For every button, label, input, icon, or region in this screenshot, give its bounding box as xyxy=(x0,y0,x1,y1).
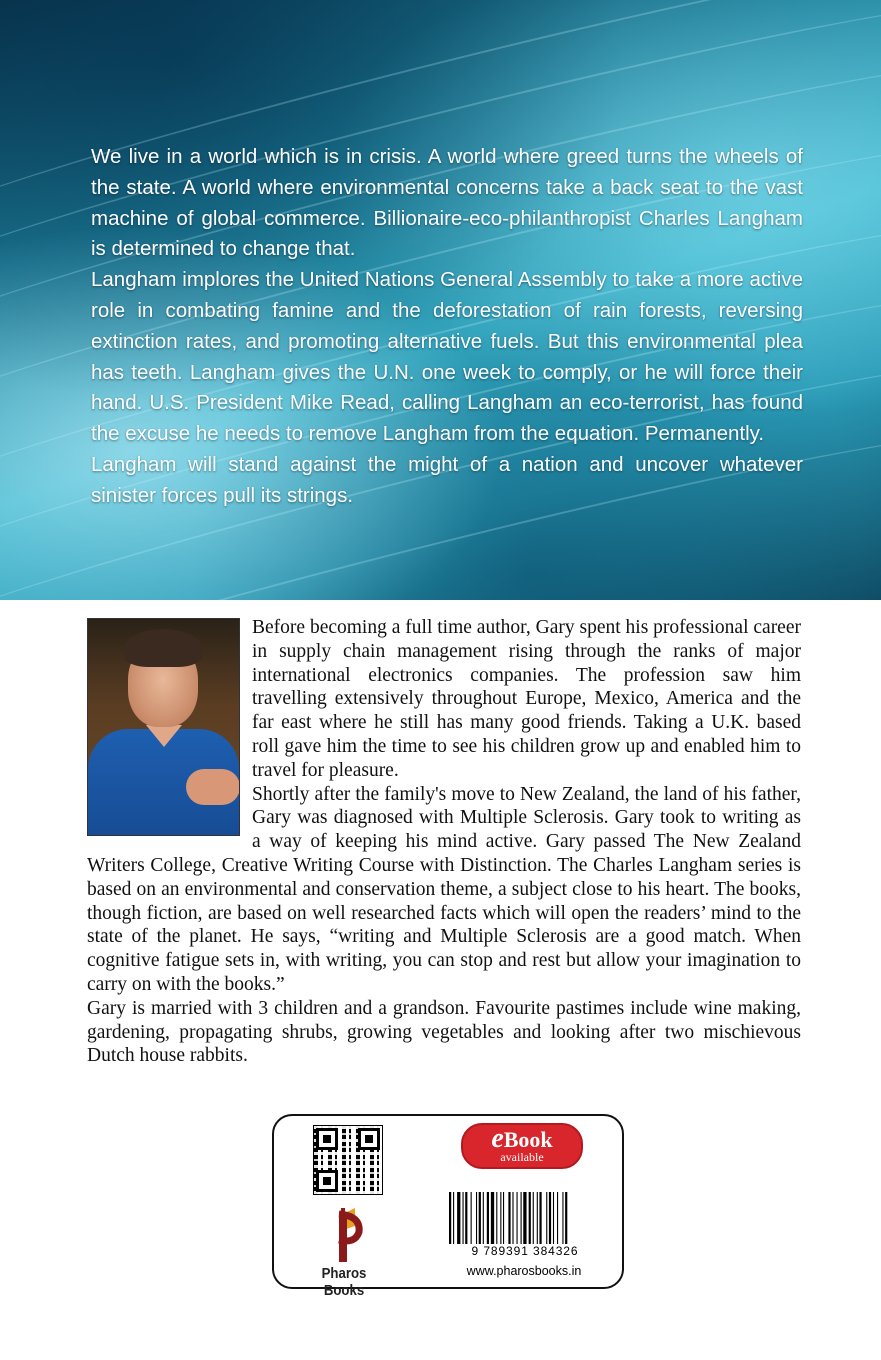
barcode-icon xyxy=(448,1192,606,1252)
lighthouse-logo-icon xyxy=(321,1206,371,1266)
author-photo xyxy=(87,618,240,836)
isbn-digits: 9 789391 384326 xyxy=(471,1244,579,1258)
ebook-subtext: available xyxy=(500,1150,544,1164)
bio-paragraph: Shortly after the family's move to New Zealand, the land of his father, Gary was diagnosed with Multiple Sclerosis. Gary took to writing as a way of keeping his mind active. Gary passed The New Zealand Writers College, Creative Writing Course with Distinction. The Charles Langham series is based on an environmental and conservation theme, a subject close to his heart. The books, though fiction, are based on well researched facts which will open the readers’ mind to the state of the planet. He says, “writing and Multiple Sclerosis are a good match. When cognitive fatigue sets in, with writing, you can stop and rest but allow your imagination to carry on with the books.” xyxy=(87,783,801,995)
publisher-name: Pharos Books xyxy=(321,1265,367,1299)
blurb-paragraph: We live in a world which is in crisis. A world where greed turns the wheels of the state. A world where environmental concerns take a back seat to the vast machine of global commerce. Billionaire-eco-philanthropist Charles Langham is determined to change that. xyxy=(91,145,803,261)
qr-code-icon xyxy=(313,1125,383,1195)
cover-water-background xyxy=(0,0,881,600)
bio-paragraph: Gary is married with 3 children and a grandson. Favourite pastimes include wine making, gardening, propagating shrubs, growing vegetables and looking after two mischievous Dutch house rabbits. xyxy=(87,997,801,1067)
back-cover-blurb xyxy=(91,142,803,512)
author-bio xyxy=(87,616,801,1068)
ebook-available-badge xyxy=(461,1123,583,1169)
ebook-letter: e xyxy=(491,1123,504,1154)
bio-paragraph: Before becoming a full time author, Gary spent his professional career in supply chain management rising through the ranks of major international electronics companies. The profession saw him travelling extensively throughout Europe, Mexico, America and the far east where he still has many good friends. Taking a U.K. based roll gave him the time to see his children grow up and enabled him to travel for pleasure. xyxy=(252,617,801,781)
publisher-panel xyxy=(272,1114,624,1299)
publisher-website: www.pharosbooks.in xyxy=(466,1264,582,1278)
ebook-word: Book xyxy=(503,1127,553,1152)
blurb-paragraph: Langham implores the United Nations General Assembly to take a more active role in combating famine and the deforestation of rain forests, reversing extinction rates, and promoting alternative fuels. But this environmental plea has teeth. Langham gives the U.N. one week to comply, or he will force their hand. U.S. President Mike Read, calling Langham an eco-terrorist, has found the excuse he needs to remove Langham from the equation. Permanently. xyxy=(91,268,803,446)
blurb-paragraph: Langham will stand against the might of a nation and uncover whatever sinister forces pull its strings. xyxy=(91,452,803,507)
